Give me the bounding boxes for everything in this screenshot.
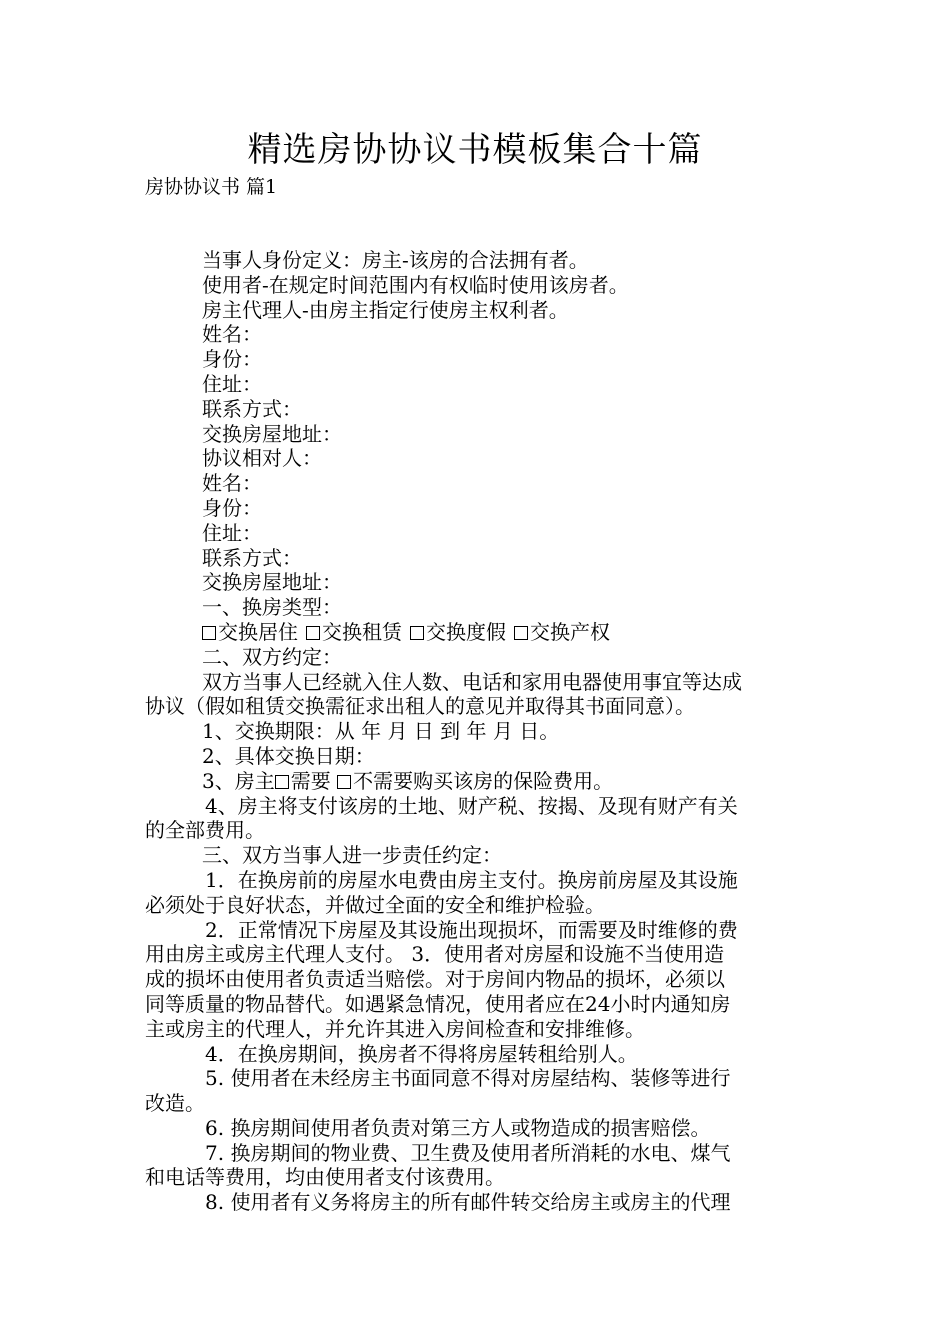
document-title: 精选房协协议书模板集合十篇 xyxy=(247,130,703,170)
paragraph-line: 姓名： xyxy=(202,471,262,496)
paragraph-line: 二、双方约定： xyxy=(202,644,342,669)
paragraph-line: 4．在换房期间，换房者不得将房屋转租给别人。 xyxy=(205,1041,638,1066)
paragraph-line: 改造。 xyxy=(145,1091,205,1116)
paragraph-line: 联系方式： xyxy=(202,545,302,570)
paragraph-line: 交换房屋地址： xyxy=(202,570,342,595)
option-label: 交换度假 xyxy=(426,619,506,644)
option-label: 交换居住 xyxy=(218,619,298,644)
checkbox-options-line xyxy=(145,620,805,645)
paragraph-line: 2、具体交换日期： xyxy=(202,743,375,768)
paragraph-line: 住址： xyxy=(202,371,262,396)
paragraph-line: 同等质量的物品替代。如遇紧急情况，使用者应在24小时内通知房 xyxy=(145,991,731,1016)
paragraph-line: 房主代理人-由房主指定行使房主权利者。 xyxy=(202,297,569,322)
paragraph-line: 交换房屋地址： xyxy=(202,421,342,446)
paragraph-line: 姓名： xyxy=(202,322,262,347)
paragraph-line: 1、交换期限：从 年 月 日 到 年 月 日。 xyxy=(202,719,560,744)
paragraph-line: 2．正常情况下房屋及其设施出现损坏，而需要及时维修的费 xyxy=(205,917,738,942)
paragraph-line: 的全部费用。 xyxy=(145,818,265,843)
paragraph-line: 6. 换房期间使用者负责对第三方人或物造成的损害赔偿。 xyxy=(205,1115,711,1140)
paragraph-line: 8. 使用者有义务将房主的所有邮件转交给房主或房主的代理 xyxy=(205,1190,731,1215)
paragraph-line: 4、房主将支付该房的土地、财产税、按揭、及现有财产有关 xyxy=(205,793,738,818)
paragraph-line: 协议相对人： xyxy=(202,446,322,471)
paragraph-line: 一、换房类型： xyxy=(202,595,342,620)
checkbox-icon xyxy=(337,775,351,789)
paragraph-line: 用由房主或房主代理人支付。 3．使用者对房屋和设施不当使用造 xyxy=(145,942,725,967)
paragraph-line: 身份： xyxy=(202,495,262,520)
paragraph-line: 成的损坏由使用者负责适当赔偿。对于房间内物品的损坏，必须以 xyxy=(145,967,725,992)
checkbox-icon xyxy=(514,626,528,640)
paragraph-line: 当事人身份定义：房主-该房的合法拥有者。 xyxy=(202,248,589,272)
option-prefix: 3、房主 xyxy=(202,768,275,793)
checkbox-options-line xyxy=(145,769,805,794)
paragraph-line: 身份： xyxy=(202,347,262,372)
checkbox-icon xyxy=(202,626,216,640)
option-label: 需要 xyxy=(290,768,338,793)
option-label: 交换产权 xyxy=(530,619,610,644)
paragraph-line: 双方当事人已经就入住人数、电话和家用电器使用事宜等达成 xyxy=(202,669,742,694)
checkbox-icon xyxy=(275,775,289,789)
checkbox-icon xyxy=(306,626,320,640)
paragraph-line: 使用者-在规定时间范围内有权临时使用该房者。 xyxy=(202,272,629,297)
document-body xyxy=(145,248,805,1215)
paragraph-line: 住址： xyxy=(202,520,262,545)
section-heading: 房协协议书 篇1 xyxy=(145,176,278,198)
option-label: 交换租赁 xyxy=(322,619,402,644)
paragraph-line: 主或房主的代理人，并允许其进入房间检查和安排维修。 xyxy=(145,1016,645,1041)
paragraph-line: 三、双方当事人进一步责任约定： xyxy=(202,843,502,868)
paragraph-line: 联系方式： xyxy=(202,396,302,421)
paragraph-line: 必须处于良好状态，并做过全面的安全和维护检验。 xyxy=(145,892,605,917)
paragraph-line: 1．在换房前的房屋水电费由房主支付。换房前房屋及其设施 xyxy=(205,867,738,892)
paragraph-line: 5. 使用者在未经房主书面同意不得对房屋结构、装修等进行 xyxy=(205,1066,731,1091)
option-label: 不需要购买该房的保险费用。 xyxy=(353,768,614,793)
paragraph-line: 7. 换房期间的物业费、卫生费及使用者所消耗的水电、煤气 xyxy=(205,1140,731,1165)
paragraph-line: 和电话等费用，均由使用者支付该费用。 xyxy=(145,1165,505,1190)
checkbox-icon xyxy=(410,626,424,640)
paragraph-line: 协议（假如租赁交换需征求出租人的意见并取得其书面同意）。 xyxy=(145,694,695,719)
